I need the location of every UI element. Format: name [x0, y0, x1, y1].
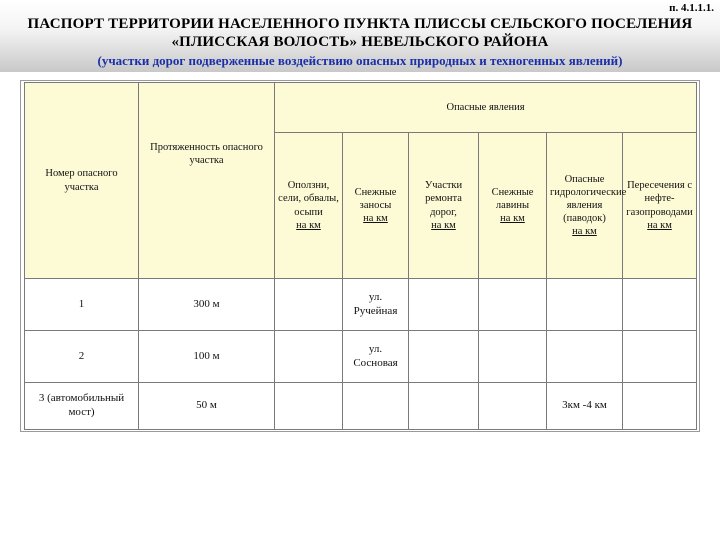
- cell-landslides: [275, 331, 343, 383]
- section-number: п. 4.1.1.1.: [669, 2, 714, 14]
- cell-avalanches: [479, 383, 547, 430]
- cell-landslides: [275, 279, 343, 331]
- unit-km-label: на км: [572, 226, 597, 238]
- unit-km-label: на км: [431, 219, 456, 231]
- cell-hydro: 3км -4 км: [547, 383, 623, 430]
- cell-avalanches: [479, 331, 547, 383]
- cell-pipelines: [623, 279, 697, 331]
- header-number: Номер опасного участка: [25, 83, 139, 279]
- header-pipelines: [623, 133, 697, 279]
- cell-landslides: [275, 383, 343, 430]
- unit-km-label: на км: [500, 213, 525, 225]
- cell-road-repair: [409, 279, 479, 331]
- page-subtitle: (участки дорог подверженные воздействию опасных природных и техногенных явлений): [97, 53, 623, 68]
- header-landslides-label: Оползни, сели, обвалы, осыпи: [278, 180, 339, 218]
- cell-number: 3 (автомобильный мост): [25, 383, 139, 430]
- table-row: [25, 279, 697, 331]
- cell-number: 2: [25, 331, 139, 383]
- cell-pipelines: [623, 331, 697, 383]
- table-row: [25, 331, 697, 383]
- header-road-repair-label: Участки ремонта дорог,: [424, 180, 463, 218]
- cell-hydro: [547, 331, 623, 383]
- header-avalanches: [479, 133, 547, 279]
- header-road-repair: [409, 133, 479, 279]
- cell-length: 300 м: [139, 279, 275, 331]
- cell-road-repair: [409, 383, 479, 430]
- cell-avalanches: [479, 279, 547, 331]
- cell-snowdrifts: ул. Сосновая: [343, 331, 409, 383]
- header-snowdrifts: [343, 133, 409, 279]
- header-avalanches-label: Снежные лавины: [491, 186, 534, 211]
- header-hazards-group: Опасные явления: [275, 83, 697, 133]
- unit-km-label: на км: [363, 213, 388, 225]
- header-hydro-label: Опасные гидрологические явления (паводок): [550, 173, 627, 225]
- cell-pipelines: [623, 383, 697, 430]
- unit-km-label: на км: [296, 219, 321, 231]
- cell-length: 100 м: [139, 331, 275, 383]
- header-snowdrifts-label: Снежные заносы: [354, 186, 397, 211]
- cell-snowdrifts: [343, 383, 409, 430]
- cell-snowdrifts: ул. Ручейная: [343, 279, 409, 331]
- header-hydro: [547, 133, 627, 279]
- table-row: [25, 383, 697, 430]
- header-pipelines-label: Пересечения с нефте-газопроводами: [626, 180, 693, 218]
- cell-hydro: [547, 279, 623, 331]
- page-title-line-1: ПАСПОРТ ТЕРРИТОРИИ НАСЕЛЕННОГО ПУНКТА ПЛИССЫ СЕЛЬСКОГО ПОСЕЛЕНИЯ: [27, 16, 693, 32]
- unit-km-label: на км: [647, 219, 672, 231]
- hazard-table: [24, 82, 697, 430]
- cell-number: 1: [25, 279, 139, 331]
- cell-road-repair: [409, 331, 479, 383]
- header-landslides: [275, 133, 343, 279]
- page-title-line-2: «ПЛИССКАЯ ВОЛОСТЬ» НЕВЕЛЬСКОГО РАЙОНА: [171, 34, 549, 50]
- cell-length: 50 м: [139, 383, 275, 430]
- header-length: Протяженность опасного участка: [139, 83, 275, 279]
